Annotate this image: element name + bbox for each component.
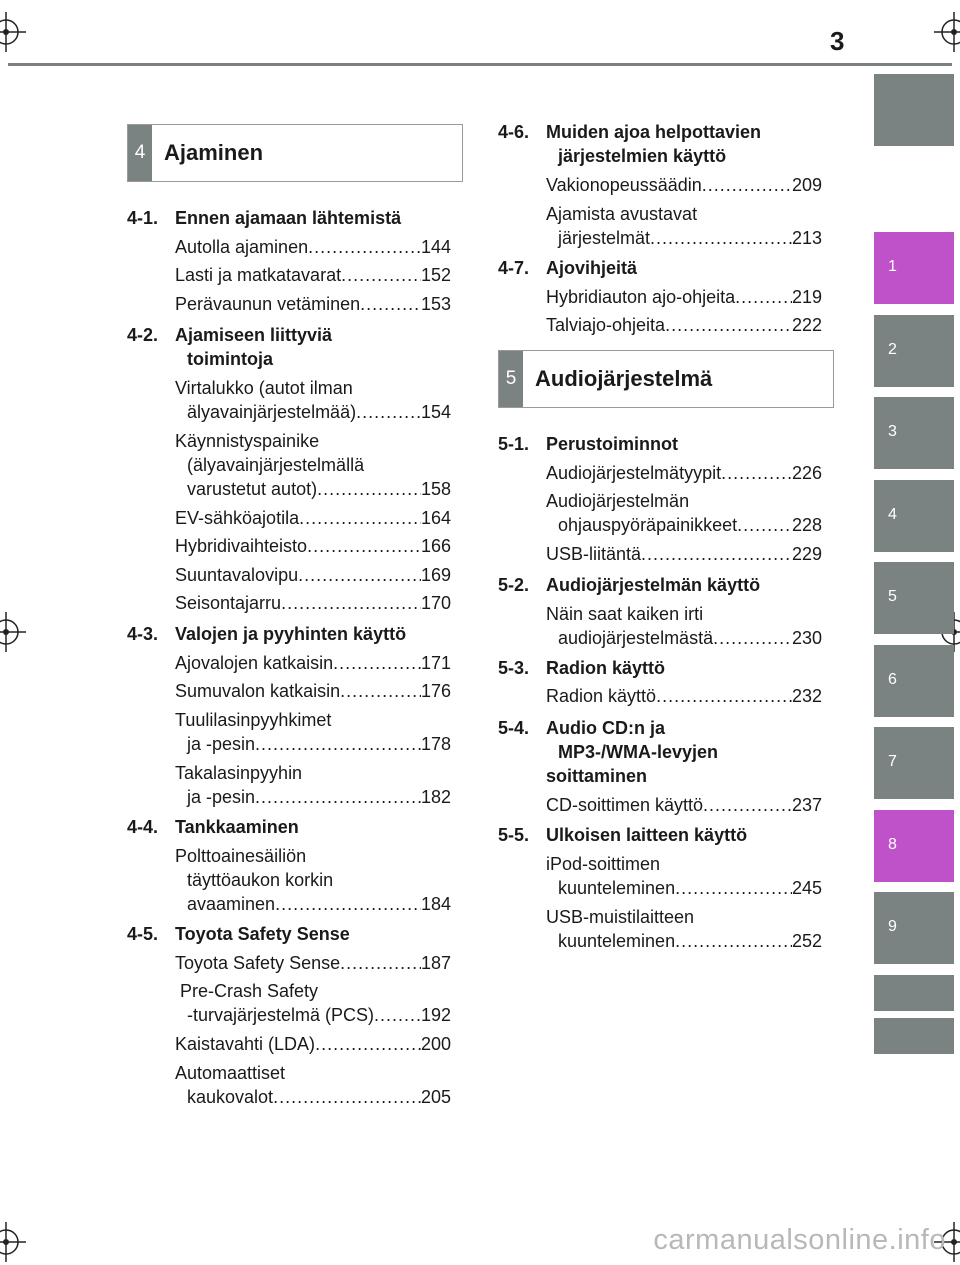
subsection-heading[interactable]: 5-1. Perustoiminnot	[498, 434, 679, 454]
chapter-tab-8[interactable]: 8	[874, 810, 954, 882]
toc-entry[interactable]: Seisontajarru ..... 170	[175, 591, 451, 615]
subsection-heading[interactable]: 4-3. Valojen ja pyyhinten käyttö	[127, 624, 407, 644]
chapter-tab-5[interactable]: 5	[874, 562, 954, 634]
subsection-heading[interactable]: 4-7. Ajovihjeitä	[498, 258, 638, 278]
toc-entry[interactable]: Virtalukko (autot ilman älyavainjärjestelmää) ..... 154	[175, 376, 451, 424]
toc-entry[interactable]: Perävaunun vetäminen ..... 153	[175, 292, 451, 316]
toc-entry[interactable]: USB-liitäntä ..... 229	[546, 542, 822, 566]
registration-mark-icon	[934, 12, 960, 52]
toc-entry[interactable]: Toyota Safety Sense ..... 187	[175, 951, 451, 975]
registration-mark-icon	[0, 612, 26, 652]
section-number: 4	[128, 125, 152, 181]
toc-entry[interactable]: CD-soittimen käyttö ..... 237	[546, 793, 822, 817]
toc-entry[interactable]: Talviajo-ohjeita ..... 222	[546, 313, 822, 337]
subsection-heading[interactable]: 5-4. Audio CD:n ja MP3-/WMA-levyjen soittaminen	[498, 718, 719, 786]
subsection-heading[interactable]: 4-1. Ennen ajamaan lähtemistä	[127, 208, 402, 228]
toc-entry[interactable]: Ajovalojen katkaisin ..... 171	[175, 651, 451, 675]
subsection-heading[interactable]: 4-4. Tankkaaminen	[127, 817, 299, 837]
chapter-tab-2[interactable]: 2	[874, 315, 954, 387]
subsection-heading[interactable]: 5-2. Audiojärjestelmän käyttö	[498, 575, 761, 595]
toc-entry[interactable]: Autolla ajaminen ..... 144	[175, 235, 451, 259]
toc-entry[interactable]: Käynnistyspainike (älyavainjärjestelmällä varustetut autot) ..... 158	[175, 429, 451, 501]
registration-mark-icon	[0, 1222, 26, 1262]
toc-entry[interactable]: Ajamista avustavat järjestelmät ..... 213	[546, 202, 822, 250]
chapter-tab-1[interactable]: 1	[874, 232, 954, 304]
subsection-heading[interactable]: 5-5. Ulkoisen laitteen käyttö	[498, 825, 748, 845]
toc-entry[interactable]: Näin saat kaiken irti audiojärjestelmästä ..... 230	[546, 602, 822, 650]
section-title: Ajaminen	[164, 140, 264, 165]
toc-entry[interactable]: Hybridiauton ajo-ohjeita ..... 219	[546, 285, 822, 309]
chapter-tab-4[interactable]: 4	[874, 480, 954, 552]
chapter-tab[interactable]	[874, 1018, 954, 1054]
chapter-tab[interactable]	[874, 975, 954, 1011]
chapter-tab[interactable]	[874, 74, 954, 146]
header-rule	[8, 63, 952, 66]
toc-entry[interactable]: Takalasinpyyhin ja -pesin ..... 182	[175, 761, 451, 809]
subsection-heading[interactable]: 4-5. Toyota Safety Sense	[127, 924, 350, 944]
toc-entry[interactable]: Polttoainesäiliön täyttöaukon korkin avaaminen ..... 184	[175, 844, 451, 916]
toc-entry[interactable]: Suuntavalovipu ..... 169	[175, 563, 451, 587]
chapter-tab-3[interactable]: 3	[874, 397, 954, 469]
chapter-tab-6[interactable]: 6	[874, 645, 954, 717]
toc-entry[interactable]: Lasti ja matkatavarat ..... 152	[175, 263, 451, 287]
toc-entry[interactable]: Audiojärjestelmätyypit ..... 226	[546, 461, 822, 485]
subsection-heading[interactable]: 5-3. Radion käyttö	[498, 658, 666, 678]
registration-mark-icon	[0, 12, 26, 52]
page-number: 3	[830, 26, 845, 56]
chapter-tab-9[interactable]: 9	[874, 892, 954, 964]
toc-entry[interactable]: Sumuvalon katkaisin ..... 176	[175, 679, 451, 703]
watermark: carmanualsonline.info	[653, 1224, 946, 1256]
toc-entry[interactable]: Automaattiset kaukovalot ..... 205	[175, 1061, 451, 1109]
toc-entry[interactable]: USB-muistilaitteen kuunteleminen ..... 252	[546, 905, 822, 953]
toc-entry[interactable]: Pre-Crash Safety -turvajärjestelmä (PCS) ..... 192	[175, 979, 451, 1027]
section-header-4	[127, 124, 463, 182]
subsection-heading[interactable]: 4-2. Ajamiseen liittyviä toimintoja	[127, 325, 333, 369]
toc-entry[interactable]: Hybridivaihteisto ..... 166	[175, 534, 451, 558]
chapter-tab-7[interactable]: 7	[874, 727, 954, 799]
subsection-heading[interactable]: 4-6. Muiden ajoa helpottavien järjestelmien käyttö	[498, 122, 762, 166]
toc-entry[interactable]: Radion käyttö ..... 232	[546, 684, 822, 708]
toc-entry[interactable]: Tuulilasinpyyhkimet ja -pesin ..... 178	[175, 708, 451, 756]
section-title: Audiojärjestelmä	[535, 366, 713, 391]
toc-entry[interactable]: EV-sähköajotila ..... 164	[175, 506, 451, 530]
section-header-5	[498, 350, 834, 408]
toc-entry[interactable]: Vakionopeussäädin ..... 209	[546, 173, 822, 197]
toc-entry[interactable]: iPod-soittimen kuunteleminen ..... 245	[546, 852, 822, 900]
section-number: 5	[499, 351, 523, 407]
toc-entry[interactable]: Audiojärjestelmän ohjauspyöräpainikkeet ..... 228	[546, 489, 822, 537]
toc-entry[interactable]: Kaistavahti (LDA) ..... 200	[175, 1032, 451, 1056]
